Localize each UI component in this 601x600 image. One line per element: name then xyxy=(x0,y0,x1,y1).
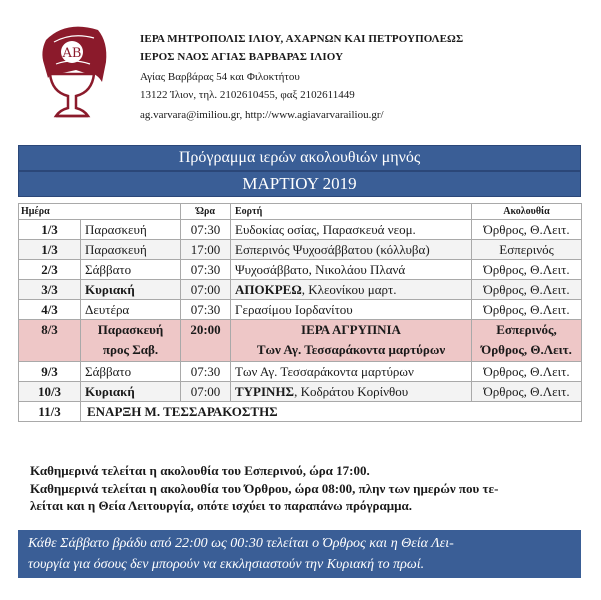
header-time: Ώρα xyxy=(181,204,231,220)
row-time: 07:00 xyxy=(181,280,231,300)
row-service: Όρθρος, Θ.Λειτ. xyxy=(472,300,582,320)
table-row xyxy=(19,260,582,280)
saturday-night-notice xyxy=(18,530,581,578)
table-row xyxy=(19,362,582,382)
header-service: Ακολουθία xyxy=(472,204,582,220)
row-date: 3/3 xyxy=(19,280,81,300)
row-service: Όρθρος, Θ.Λειτ. xyxy=(472,362,582,382)
row-service: Όρθρος, Θ.Λειτ. xyxy=(472,260,582,280)
note-orthros: Καθημερινά τελείται η ακολουθία του Όρθρου, ώρα 08:00, πλην των ημερών που τε- xyxy=(30,480,499,496)
notice-line2: τουργία για όσους δεν μπορούν να εκκλησιαστούν την Κυριακή το πρωί. xyxy=(28,557,425,572)
row-weekday: Παρασκευή xyxy=(81,240,181,260)
schedule-table xyxy=(18,203,582,422)
row-weekday: Παρασκευή xyxy=(81,220,181,240)
row-date: 1/3 xyxy=(19,240,81,260)
row-weekday: Σάββατο xyxy=(81,260,181,280)
row-weekday-line1: Παρασκευή xyxy=(97,322,164,337)
row-feast: Ψυχοσάββατο, Νικολάου Πλανά xyxy=(231,260,472,280)
row-time: 17:00 xyxy=(181,240,231,260)
row-date: 11/3 xyxy=(19,402,81,422)
row-feast: Γερασίμου Ιορδανίτου xyxy=(231,300,472,320)
church-address: Αγίας Βαρβάρας 54 και Φιλοκτήτου xyxy=(140,71,300,83)
row-date: 10/3 xyxy=(19,382,81,402)
table-header-row xyxy=(19,204,582,220)
row-weekday: Κυριακή xyxy=(81,280,181,300)
table-row xyxy=(19,240,582,260)
row-feast-rest: , Κοδράτου Κορίνθου xyxy=(294,383,409,399)
header-feast: Εορτή xyxy=(231,204,472,220)
church-name: ΙΕΡΟΣ ΝΑΟΣ ΑΓΙΑΣ ΒΑΡΒΑΡΑΣ ΙΛΙΟΥ xyxy=(140,51,344,63)
header-day: Ημέρα xyxy=(19,204,181,220)
row-date: 8/3 xyxy=(19,320,81,362)
metropolis-name: ΙΕΡΑ ΜΗΤΡΟΠΟΛΙΣ ΙΛΙΟΥ, ΑΧΑΡΝΩΝ ΚΑΙ ΠΕΤΡΟΥΠΟΛΕΩΣ xyxy=(140,33,464,45)
row-feast: Των Αγ. Τεσσαράκοντα μαρτύρων xyxy=(231,362,472,382)
row-weekday: Σάββατο xyxy=(81,362,181,382)
row-feast xyxy=(231,320,472,362)
row-feast: Εσπερινός Ψυχοσάββατου (κόλλυβα) xyxy=(231,240,472,260)
row-weekday xyxy=(81,320,181,362)
row-weekday: Κυριακή xyxy=(81,382,181,402)
row-time: 07:30 xyxy=(181,300,231,320)
row-service xyxy=(472,320,582,362)
row-feast-rest: , Κλεονίκου μαρτ. xyxy=(301,281,397,297)
row-feast: ΕΝΑΡΞΗ Μ. ΤΕΣΣΑΡΑΚΟΣΤΗΣ xyxy=(81,402,582,422)
table-row xyxy=(19,300,582,320)
row-date: 9/3 xyxy=(19,362,81,382)
table-row xyxy=(19,220,582,240)
schedule-title: Πρόγραμμα ιερών ακολουθιών μηνός xyxy=(18,145,581,171)
table-row xyxy=(19,402,582,422)
row-feast: Ευδοκίας οσίας, Παρασκευά νεομ. xyxy=(231,220,472,240)
row-service: Όρθρος, Θ.Λειτ. xyxy=(472,280,582,300)
row-time: 07:00 xyxy=(181,382,231,402)
row-date: 1/3 xyxy=(19,220,81,240)
row-weekday: Δευτέρα xyxy=(81,300,181,320)
row-service: Εσπερινός xyxy=(472,240,582,260)
row-service: Όρθρος, Θ.Λειτ. xyxy=(472,382,582,402)
table-row-vigil xyxy=(19,320,582,362)
row-feast-line1: ΙΕΡΑ ΑΓΡΥΠΝΙΑ xyxy=(301,322,401,337)
church-contact[interactable]: ag.varvara@imiliou.gr, http://www.agiavarvarailiou.gr/ xyxy=(140,109,384,121)
row-weekday-line2: προς Σαβ. xyxy=(102,342,159,357)
logo-letters: ΑΒ xyxy=(62,46,82,61)
church-logo xyxy=(16,12,126,124)
table-row xyxy=(19,280,582,300)
chalice-icon xyxy=(16,12,126,124)
note-orthros-cont: λείται και η Θεία Λειτουργία, οπότε ισχύει το παραπάνω πρόγραμμα. xyxy=(30,498,412,513)
row-date: 4/3 xyxy=(19,300,81,320)
note-vespers: Καθημερινά τελείται η ακολουθία του Εσπερινού, ώρα 17:00. xyxy=(30,463,370,478)
schedule-notes xyxy=(30,462,590,515)
row-time: 20:00 xyxy=(181,320,231,362)
row-feast xyxy=(231,280,472,300)
row-feast-bold: ΑΠΟΚΡΕΩ xyxy=(235,281,302,297)
row-time: 07:30 xyxy=(181,362,231,382)
notice-line1: Κάθε Σάββατο βράδυ από 22:00 ως 00:30 τελείται ο Όρθρος και η Θεία Λει- xyxy=(28,536,454,551)
row-service: Όρθρος, Θ.Λειτ. xyxy=(472,220,582,240)
row-feast-line2: Των Αγ. Τεσσαράκοντα μαρτύρων xyxy=(256,342,446,357)
row-feast xyxy=(231,382,472,402)
row-service-line2: Όρθρος, Θ.Λειτ. xyxy=(481,342,572,357)
row-time: 07:30 xyxy=(181,260,231,280)
church-phone: 13122 Ίλιον, τηλ. 2102610455, φαξ 2102611449 xyxy=(140,89,355,101)
table-row xyxy=(19,382,582,402)
row-time: 07:30 xyxy=(181,220,231,240)
row-service-line1: Εσπερινός, xyxy=(496,322,557,337)
row-date: 2/3 xyxy=(19,260,81,280)
schedule-month: ΜΑΡΤΙΟΥ 2019 xyxy=(18,171,581,197)
row-feast-bold: ΤΥΡΙΝΗΣ xyxy=(235,383,295,399)
